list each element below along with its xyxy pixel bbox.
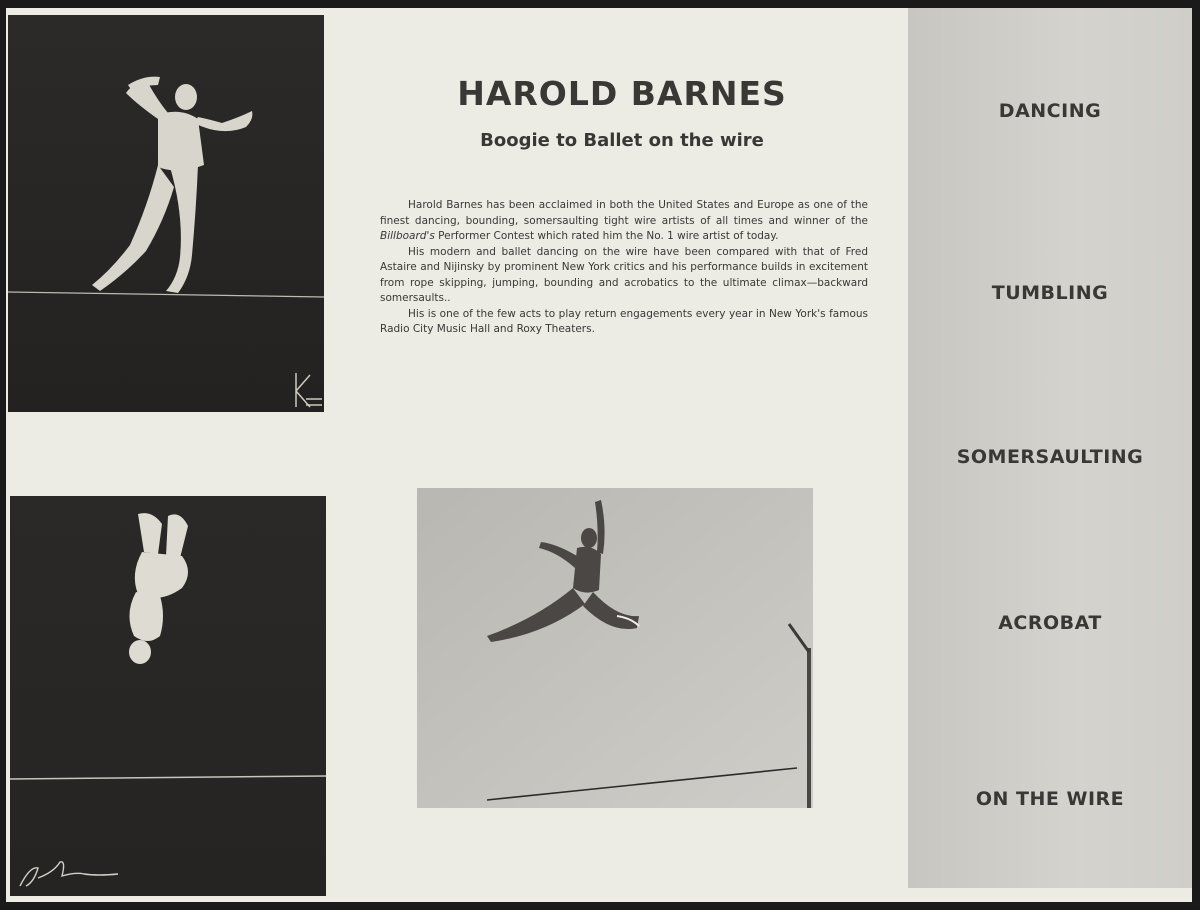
feature-on-the-wire: ON THE WIRE bbox=[975, 788, 1125, 810]
photographer-signature bbox=[14, 852, 124, 892]
description bbox=[380, 198, 868, 338]
paragraph-3: His is one of the few acts to play return engagements every year in New York's famous Radio City Music Hall and Roxy Theaters. bbox=[380, 307, 868, 335]
feature-somersaulting: SOMERSAULTING bbox=[956, 446, 1144, 468]
photo-somersault bbox=[10, 496, 326, 896]
feature-acrobat: ACROBAT bbox=[998, 612, 1102, 634]
paragraph-2: His modern and ballet dancing on the wire have been compared with that of Fred Astaire and Nijinsky by prominent New York critics and his performance builds in excitement from rope skipping, jumping, bounding and acrobatics to the ultimate climax—backward somersaults.. bbox=[380, 245, 868, 304]
page-subtitle: Boogie to Ballet on the wire bbox=[480, 130, 764, 151]
photo-leap bbox=[417, 488, 813, 808]
feature-dancing: DANCING bbox=[998, 100, 1102, 122]
feature-tumbling: TUMBLING bbox=[991, 282, 1109, 304]
billboard-italic: Billboard's bbox=[380, 230, 435, 242]
paragraph-1: Harold Barnes has been acclaimed in both the United States and Europe as one of the finest dancing, bounding, somersaulting tight wire artists of all times and winner of the Billboard's Performer Contest which rated him the No. 1 wire artist of today. bbox=[380, 199, 868, 242]
photo-dancing-on-wire bbox=[8, 15, 324, 412]
page-title: HAROLD BARNES bbox=[457, 74, 787, 113]
